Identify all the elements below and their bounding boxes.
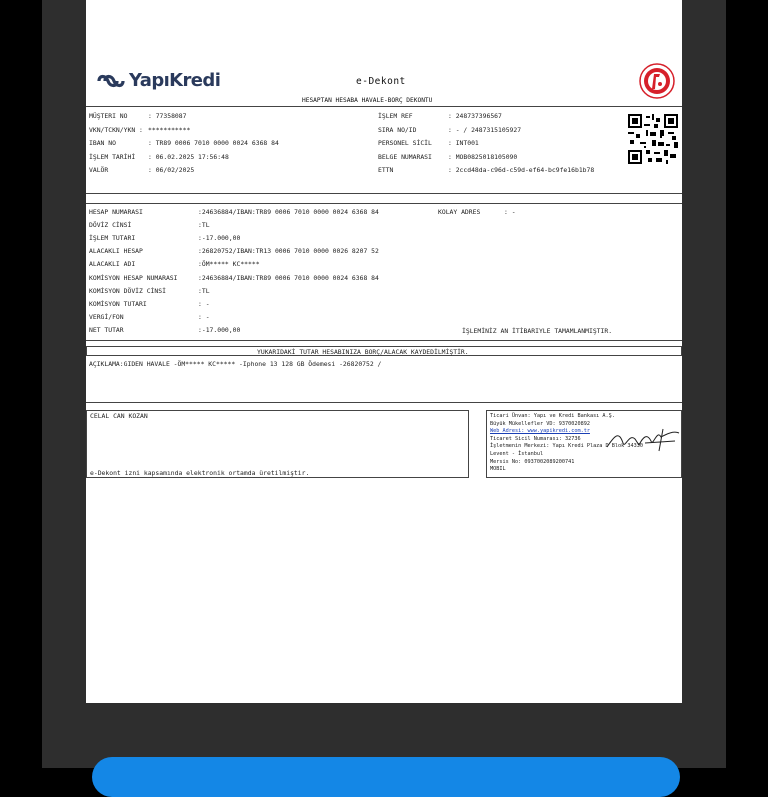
bank-info-line: Mersis No: 0937002089200741 (490, 458, 575, 465)
bank-info-line[interactable]: Web Adresi: www.yapikredi.com.tr (490, 428, 590, 435)
completion-note: İŞLEMİNİZ AN İTİBARIYLE TAMAMLANMIŞTIR. (462, 327, 613, 335)
header-left-label: VALÖR (89, 166, 109, 174)
bank-info-box (486, 410, 682, 478)
bank-info-line: Ticaret Sicil Numarası: 32736 (490, 435, 581, 442)
detail-label: ALACAKLI ADI (89, 260, 136, 269)
divider (86, 340, 682, 341)
header-left-value: : 06.02.2025 17:56:48 (148, 152, 229, 161)
header-right-value: : INT001 (448, 139, 479, 147)
header-right-label: İŞLEM REF (378, 112, 413, 120)
header-right-label: BELGE NUMARASI (378, 152, 432, 161)
customer-box (86, 410, 469, 478)
detail-value: :TL (198, 286, 210, 295)
brand-name: YapıKredi (129, 70, 221, 91)
yapikredi-logo-icon (96, 72, 126, 90)
bank-info-line: MOBIL (490, 466, 506, 473)
header-left-label: İŞLEM TARİHİ (89, 152, 136, 161)
detail-value: :26820752/IBAN:TR13 0006 7010 0000 0026 8207 52 (198, 247, 379, 256)
bank-info-line: Büyük Mükellefler VD: 9370020892 (490, 420, 590, 427)
kolay-adres-label: KOLAY ADRES (438, 208, 481, 216)
header-left-value: : 06/02/2025 (148, 166, 195, 174)
detail-value: :24636884/IBAN:TR89 0006 7010 0000 0024 6368 84 (198, 208, 379, 216)
divider (86, 402, 682, 403)
detail-label: ALACAKLI HESAP (89, 247, 143, 256)
divider (86, 106, 682, 107)
header-right-value: : 248737396567 (448, 112, 502, 120)
detail-value: : - (198, 312, 210, 321)
bank-info-line: Levent - İstanbul (490, 451, 544, 457)
receipt-page (86, 0, 682, 703)
qr-code-icon (628, 114, 678, 164)
detail-value: :-17.000,00 (198, 234, 241, 243)
customer-name: CELAL CAN KOZAN (90, 412, 148, 420)
detail-value: :-17.000,00 (198, 325, 241, 334)
bank-info-line: İşletmenin Merkezi: Yapı Kredi Plaza D Blok 34330 (490, 443, 644, 450)
gib-seal-icon (638, 62, 676, 100)
notice-box (86, 346, 682, 356)
header-left-value: : TR89 0006 7010 0000 0024 6368 84 (148, 139, 279, 147)
detail-value: : - (198, 299, 210, 308)
detail-value: :24636884/IBAN:TR89 0006 7010 0000 0024 6368 84 (198, 273, 379, 282)
detail-label: HESAP NUMARASI (89, 208, 143, 216)
brand-logo (96, 70, 220, 91)
bank-info-line: Ticari Ünvan: Yapı ve Kredi Bankası A.Ş. (490, 413, 615, 419)
header-right-value: : 2ccd48da-c96d-c59d-ef64-bc9fe16b1b78 (448, 166, 595, 174)
header-right-label: PERSONEL SİCİL (378, 139, 432, 147)
header-right-label: SIRA NO/ID (378, 125, 417, 134)
header-left-label: IBAN NO (89, 139, 116, 147)
edekont-note: e-Dekont izni kapsamında elektronik ortamda üretilmiştir. (90, 469, 310, 477)
header-right-value: : MOB0825018105090 (448, 152, 518, 161)
detail-label: İŞLEM TUTARI (89, 234, 136, 243)
notice-text: YUKARIDAKİ TUTAR HESABINIZA BORÇ/ALACAK KAYDEDİLMİŞTİR. (257, 348, 469, 356)
detail-value: :ÖM***** KC***** (198, 260, 260, 269)
header-left-label: MÜŞTERI NO (89, 112, 128, 120)
detail-label: DÖVİZ CİNSİ (89, 221, 132, 230)
header-right-value: : - / 2487315105927 (448, 125, 522, 134)
divider (86, 203, 682, 204)
signature-icon (605, 425, 681, 455)
header-left-value: *********** (148, 125, 191, 134)
detail-label: KOMİSYON DÖVİZ CİNSİ (89, 286, 166, 295)
header-left-value: : 77358087 (148, 112, 187, 120)
document-subtitle: HESAPTAN HESABA HAVALE-BORÇ DEKONTU (302, 97, 433, 104)
detail-label: KOMİSYON TUTARI (89, 299, 147, 308)
detail-label: VERGİ/FON (89, 312, 124, 321)
detail-label: NET TUTAR (89, 325, 124, 334)
description-text: AÇIKLAMA:GIDEN HAVALE -ÖM***** KC***** -Iphone 13 128 GB Ödemesi -26820752 / (89, 360, 382, 368)
header-left-label: VKN/TCKN/YKN : (89, 125, 143, 134)
document-title: e-Dekont (356, 76, 406, 87)
header-right-label: ETTN (378, 166, 394, 174)
detail-label: KOMİSYON HESAP NUMARASI (89, 273, 178, 282)
kolay-adres-value: : - (504, 208, 516, 216)
detail-value: :TL (198, 221, 210, 230)
divider (86, 193, 682, 194)
bottom-action-button[interactable] (92, 757, 680, 797)
